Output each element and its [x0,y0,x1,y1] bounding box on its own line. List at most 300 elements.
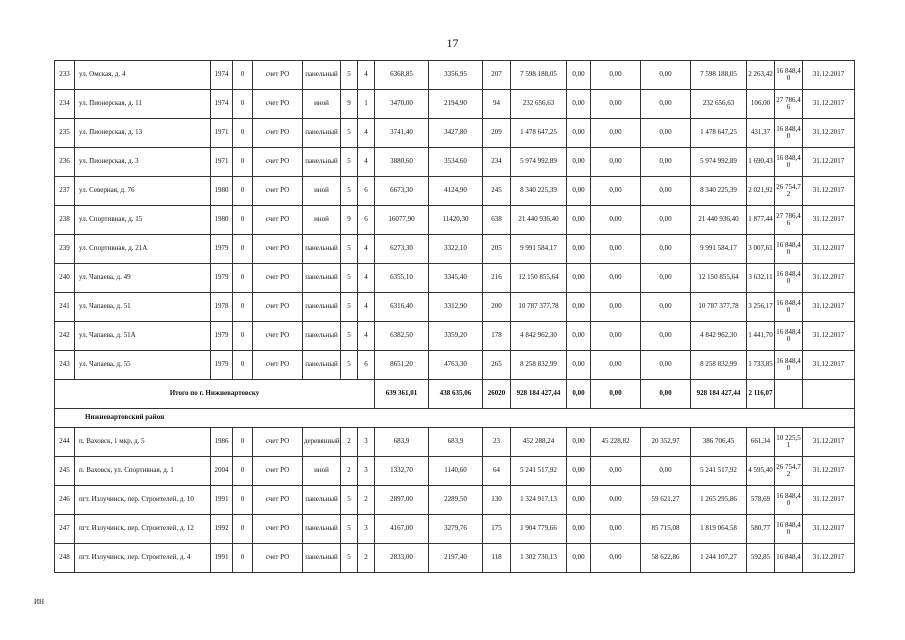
cell-c1: 0,00 [567,457,591,486]
cell-area-total: 2897,00 [375,486,429,515]
cell-fund: счет РО [253,61,303,90]
cell-cost-total: 8 258 832,99 [511,351,567,380]
cell-entrances: 3 [358,515,375,544]
cell-c2: 45 228,82 [591,428,641,457]
cell-residents: 130 [483,486,511,515]
cell-c3: 0,00 [641,119,691,148]
cell-floors: 5 [341,264,358,293]
capital-repair-table [54,60,855,573]
cell-floors: 5 [341,486,358,515]
cell-unit-cost: 1 733,85 [747,351,775,380]
cell-zero: 0 [233,457,253,486]
cell-c1: 0,00 [567,351,591,380]
cell-area-total: 6316,40 [375,293,429,322]
cell-address: ул. Пионерская, д. 13 [75,119,211,148]
cell-no: 245 [55,457,75,486]
cell-entrances: 4 [358,322,375,351]
cell-floors: 5 [341,351,358,380]
cell-c4: 12 150 855,64 [691,264,747,293]
cell-c2: 0,00 [591,457,641,486]
cell-fund: счет РО [253,457,303,486]
cell-limit: 16 848,40 [775,119,803,148]
cell-cost-total: 1 904 779,66 [511,515,567,544]
total-c2: 0,00 [591,380,641,409]
table-row [55,457,855,486]
cell-address: пгт. Излучинск, пер. Строителей, д. 12 [75,515,211,544]
cell-entrances: 4 [358,264,375,293]
total-unit-cost: 2 116,07 [747,380,775,409]
cell-zero: 0 [233,61,253,90]
cell-year: 1991 [211,486,233,515]
cell-c4: 10 787 377,78 [691,293,747,322]
cell-area-total: 2833,00 [375,544,429,573]
cell-c3: 0,00 [641,293,691,322]
cell-area-total: 6673,30 [375,177,429,206]
total-cost-total: 928 184 427,44 [511,380,567,409]
cell-c4: 232 656,63 [691,90,747,119]
cell-entrances: 6 [358,206,375,235]
cell-limit: 27 786,46 [775,90,803,119]
cell-c1: 0,00 [567,177,591,206]
cell-c3: 0,00 [641,90,691,119]
cell-material: панельный [303,322,341,351]
cell-material: панельный [303,515,341,544]
cell-limit: 16 848,40 [775,351,803,380]
cell-floors: 5 [341,148,358,177]
cell-floors: 5 [341,322,358,351]
cell-no: 244 [55,428,75,457]
cell-limit: 10 225,51 [775,428,803,457]
cell-residents: 265 [483,351,511,380]
cell-date: 31.12.2017 [803,544,855,573]
cell-area-living: 3345,40 [429,264,483,293]
cell-area-total: 683,9 [375,428,429,457]
cell-date: 31.12.2017 [803,119,855,148]
cell-residents: 175 [483,515,511,544]
table-row [55,428,855,457]
cell-fund: счет РО [253,351,303,380]
cell-address: пгт. Излучинск, пер. Строителей, д. 10 [75,486,211,515]
cell-material: панельный [303,264,341,293]
cell-limit: 26 754,72 [775,177,803,206]
table-row [55,486,855,515]
cell-year: 1971 [211,148,233,177]
cell-no: 234 [55,90,75,119]
cell-zero: 0 [233,351,253,380]
cell-date: 31.12.2017 [803,148,855,177]
cell-fund: счет РО [253,90,303,119]
cell-c2: 0,00 [591,119,641,148]
cell-cost-total: 8 340 225,39 [511,177,567,206]
cell-area-living: 3279,76 [429,515,483,544]
empty-cell [775,380,803,409]
cell-cost-total: 5 974 992,89 [511,148,567,177]
cell-c3: 0,00 [641,61,691,90]
cell-date: 31.12.2017 [803,428,855,457]
cell-address: ул. Чапаева, д. 51 [75,293,211,322]
cell-c2: 0,00 [591,148,641,177]
cell-area-total: 6273,30 [375,235,429,264]
cell-fund: счет РО [253,119,303,148]
cell-residents: 178 [483,322,511,351]
cell-c2: 0,00 [591,235,641,264]
cell-unit-cost: 1 690,43 [747,148,775,177]
cell-limit: 16 848,40 [775,235,803,264]
total-c3: 0,00 [641,380,691,409]
cell-material: панельный [303,148,341,177]
cell-fund: счет РО [253,177,303,206]
cell-fund: счет РО [253,486,303,515]
cell-zero: 0 [233,148,253,177]
cell-floors: 5 [341,515,358,544]
cell-floors: 5 [341,177,358,206]
cell-area-total: 1332,70 [375,457,429,486]
cell-address: ул. Чапаева, д. 49 [75,264,211,293]
cell-address: п. Ваховск, ул. Спортивная, д. 1 [75,457,211,486]
cell-unit-cost: 1 877,44 [747,206,775,235]
table-row [55,351,855,380]
cell-area-total: 4167,00 [375,515,429,544]
cell-c2: 0,00 [591,544,641,573]
cell-residents: 207 [483,61,511,90]
cell-entrances: 4 [358,61,375,90]
table-row [55,61,855,90]
cell-c1: 0,00 [567,235,591,264]
cell-area-living: 3534,60 [429,148,483,177]
cell-floors: 9 [341,206,358,235]
cell-cost-total: 9 991 584,17 [511,235,567,264]
table-row [55,206,855,235]
cell-cost-total: 1 324 917,13 [511,486,567,515]
cell-entrances: 2 [358,486,375,515]
cell-zero: 0 [233,428,253,457]
cell-c4: 5 974 992,89 [691,148,747,177]
cell-area-living: 1140,60 [429,457,483,486]
cell-unit-cost: 3 007,61 [747,235,775,264]
cell-address: ул. Северная, д. 76 [75,177,211,206]
cell-c3: 0,00 [641,206,691,235]
cell-area-living: 3312,90 [429,293,483,322]
cell-area-total: 3470,00 [375,90,429,119]
table-row [55,515,855,544]
cell-area-living: 2289,50 [429,486,483,515]
table-row [55,264,855,293]
cell-zero: 0 [233,177,253,206]
cell-cost-total: 452 288,24 [511,428,567,457]
total-area-total: 639 361,01 [375,380,429,409]
cell-c4: 21 440 936,40 [691,206,747,235]
cell-zero: 0 [233,544,253,573]
total-area-living: 438 635,06 [429,380,483,409]
cell-no: 236 [55,148,75,177]
cell-c3: 59 621,27 [641,486,691,515]
table-body [55,61,855,573]
cell-unit-cost: 2 021,92 [747,177,775,206]
cell-fund: счет РО [253,264,303,293]
cell-c2: 0,00 [591,90,641,119]
cell-c4: 8 340 225,39 [691,177,747,206]
cell-residents: 118 [483,544,511,573]
cell-c3: 0,00 [641,177,691,206]
cell-floors: 5 [341,61,358,90]
cell-c3: 0,00 [641,264,691,293]
cell-entrances: 4 [358,235,375,264]
cell-area-living: 3359,20 [429,322,483,351]
cell-date: 31.12.2017 [803,206,855,235]
cell-material: иной [303,177,341,206]
cell-fund: счет РО [253,235,303,264]
cell-cost-total: 1 302 730,13 [511,544,567,573]
cell-unit-cost: 661,34 [747,428,775,457]
cell-c2: 0,00 [591,177,641,206]
cell-c2: 0,00 [591,61,641,90]
cell-area-total: 16077,90 [375,206,429,235]
cell-address: п. Ваховск, 1 мкр, д. 5 [75,428,211,457]
cell-entrances: 2 [358,544,375,573]
cell-material: иной [303,90,341,119]
cell-entrances: 4 [358,148,375,177]
cell-c4: 5 241 517,92 [691,457,747,486]
table-row [55,148,855,177]
cell-year: 1980 [211,206,233,235]
cell-floors: 5 [341,544,358,573]
cell-entrances: 1 [358,90,375,119]
cell-unit-cost: 3 256,17 [747,293,775,322]
cell-no: 239 [55,235,75,264]
cell-year: 1978 [211,293,233,322]
cell-year: 1979 [211,322,233,351]
cell-fund: счет РО [253,206,303,235]
cell-no: 235 [55,119,75,148]
footer-mark: ИН [34,598,45,606]
cell-fund: счет РО [253,322,303,351]
cell-cost-total: 1 478 647,25 [511,119,567,148]
cell-floors: 5 [341,293,358,322]
cell-limit: 16 848,40 [775,264,803,293]
cell-date: 31.12.2017 [803,351,855,380]
cell-c1: 0,00 [567,428,591,457]
cell-no: 240 [55,264,75,293]
cell-material: иной [303,457,341,486]
cell-material: панельный [303,544,341,573]
cell-no: 247 [55,515,75,544]
table-row [55,293,855,322]
cell-c4: 1 244 107,27 [691,544,747,573]
cell-cost-total: 10 787 377,78 [511,293,567,322]
cell-unit-cost: 4 595,40 [747,457,775,486]
cell-c1: 0,00 [567,90,591,119]
cell-c1: 0,00 [567,206,591,235]
cell-c1: 0,00 [567,293,591,322]
cell-residents: 234 [483,148,511,177]
cell-date: 31.12.2017 [803,322,855,351]
cell-residents: 209 [483,119,511,148]
cell-residents: 200 [483,293,511,322]
table-row [55,177,855,206]
cell-year: 1974 [211,61,233,90]
cell-c1: 0,00 [567,119,591,148]
cell-limit: 16 848,40 [775,61,803,90]
cell-material: панельный [303,486,341,515]
cell-fund: счет РО [253,293,303,322]
cell-area-living: 11420,30 [429,206,483,235]
cell-year: 1992 [211,515,233,544]
cell-no: 246 [55,486,75,515]
cell-area-living: 3356,95 [429,61,483,90]
cell-year: 1991 [211,544,233,573]
cell-area-total: 3741,40 [375,119,429,148]
cell-unit-cost: 1 441,70 [747,322,775,351]
cell-date: 31.12.2017 [803,235,855,264]
cell-c1: 0,00 [567,544,591,573]
cell-zero: 0 [233,322,253,351]
cell-residents: 216 [483,264,511,293]
cell-cost-total: 5 241 517,92 [511,457,567,486]
cell-residents: 245 [483,177,511,206]
cell-area-living: 4124,90 [429,177,483,206]
cell-floors: 2 [341,428,358,457]
district-label: Нижневартовский район [55,409,855,428]
cell-c1: 0,00 [567,486,591,515]
total-c1: 0,00 [567,380,591,409]
cell-area-living: 4763,30 [429,351,483,380]
cell-c4: 7 598 188,05 [691,61,747,90]
cell-entrances: 4 [358,119,375,148]
cell-c4: 1 265 295,86 [691,486,747,515]
cell-year: 1980 [211,177,233,206]
cell-cost-total: 12 150 855,64 [511,264,567,293]
cell-area-living: 3427,80 [429,119,483,148]
cell-c1: 0,00 [567,148,591,177]
cell-cost-total: 232 656,63 [511,90,567,119]
cell-c1: 0,00 [567,61,591,90]
district-header-row [55,409,855,428]
cell-material: панельный [303,351,341,380]
cell-floors: 9 [341,90,358,119]
cell-area-total: 6382,50 [375,322,429,351]
cell-floors: 5 [341,119,358,148]
cell-address: ул. Пионерская, д. 3 [75,148,211,177]
cell-zero: 0 [233,293,253,322]
cell-no: 242 [55,322,75,351]
cell-entrances: 6 [358,351,375,380]
cell-unit-cost: 578,69 [747,486,775,515]
cell-no: 248 [55,544,75,573]
cell-limit: 26 754,72 [775,457,803,486]
cell-no: 241 [55,293,75,322]
cell-year: 1979 [211,235,233,264]
cell-address: ул. Спортивная, д. 21А [75,235,211,264]
cell-fund: счет РО [253,148,303,177]
cell-year: 1971 [211,119,233,148]
cell-address: ул. Пионерская, д. 11 [75,90,211,119]
cell-entrances: 3 [358,428,375,457]
cell-entrances: 6 [358,177,375,206]
cell-c2: 0,00 [591,322,641,351]
cell-unit-cost: 580,77 [747,515,775,544]
cell-address: ул. Чапаева, д. 51А [75,322,211,351]
cell-unit-cost: 106,00 [747,90,775,119]
cell-zero: 0 [233,90,253,119]
cell-c3: 0,00 [641,457,691,486]
cell-area-total: 6368,85 [375,61,429,90]
cell-limit: 27 786,46 [775,206,803,235]
cell-address: пгт. Излучинск, пер. Строителей, д. 4 [75,544,211,573]
cell-entrances: 3 [358,457,375,486]
cell-entrances: 4 [358,293,375,322]
cell-address: ул. Омская, д. 4 [75,61,211,90]
cell-address: ул. Чапаева, д. 55 [75,351,211,380]
cell-cost-total: 21 440 936,40 [511,206,567,235]
cell-unit-cost: 3 632,11 [747,264,775,293]
cell-no: 238 [55,206,75,235]
cell-address: ул. Спортивная, д. 15 [75,206,211,235]
cell-zero: 0 [233,206,253,235]
cell-unit-cost: 592,85 [747,544,775,573]
cell-residents: 94 [483,90,511,119]
cell-material: панельный [303,119,341,148]
page-number: 17 [446,36,459,50]
cell-unit-cost: 2 263,42 [747,61,775,90]
cell-c4: 9 991 584,17 [691,235,747,264]
total-row [55,380,855,409]
cell-c2: 0,00 [591,264,641,293]
cell-no: 233 [55,61,75,90]
table-row [55,235,855,264]
cell-material: панельный [303,293,341,322]
cell-floors: 2 [341,457,358,486]
table-row [55,322,855,351]
cell-c3: 0,00 [641,148,691,177]
cell-cost-total: 7 598 188,05 [511,61,567,90]
cell-limit: 16 848,40 [775,515,803,544]
cell-cost-total: 4 842 962,30 [511,322,567,351]
cell-area-living: 2197,40 [429,544,483,573]
cell-c4: 8 258 832,99 [691,351,747,380]
cell-fund: счет РО [253,515,303,544]
cell-zero: 0 [233,235,253,264]
cell-area-total: 6355,10 [375,264,429,293]
table-row [55,90,855,119]
cell-date: 31.12.2017 [803,486,855,515]
empty-cell [803,380,855,409]
cell-c1: 0,00 [567,264,591,293]
cell-no: 237 [55,177,75,206]
cell-date: 31.12.2017 [803,264,855,293]
cell-year: 1986 [211,428,233,457]
cell-c3: 58 622,86 [641,544,691,573]
cell-c3: 0,00 [641,351,691,380]
cell-material: иной [303,206,341,235]
cell-c1: 0,00 [567,322,591,351]
cell-c4: 1 478 647,25 [691,119,747,148]
cell-date: 31.12.2017 [803,293,855,322]
table-row [55,119,855,148]
total-residents: 26020 [483,380,511,409]
cell-c3: 0,00 [641,235,691,264]
cell-c3: 85 715,08 [641,515,691,544]
cell-c2: 0,00 [591,206,641,235]
cell-c1: 0,00 [567,515,591,544]
cell-material: панельный [303,235,341,264]
cell-floors: 5 [341,235,358,264]
cell-limit: 16 848,40 [775,293,803,322]
cell-limit: 16 848,40 [775,148,803,177]
cell-unit-cost: 431,37 [747,119,775,148]
cell-zero: 0 [233,119,253,148]
cell-residents: 638 [483,206,511,235]
cell-limit: 16 848,4 [775,544,803,573]
